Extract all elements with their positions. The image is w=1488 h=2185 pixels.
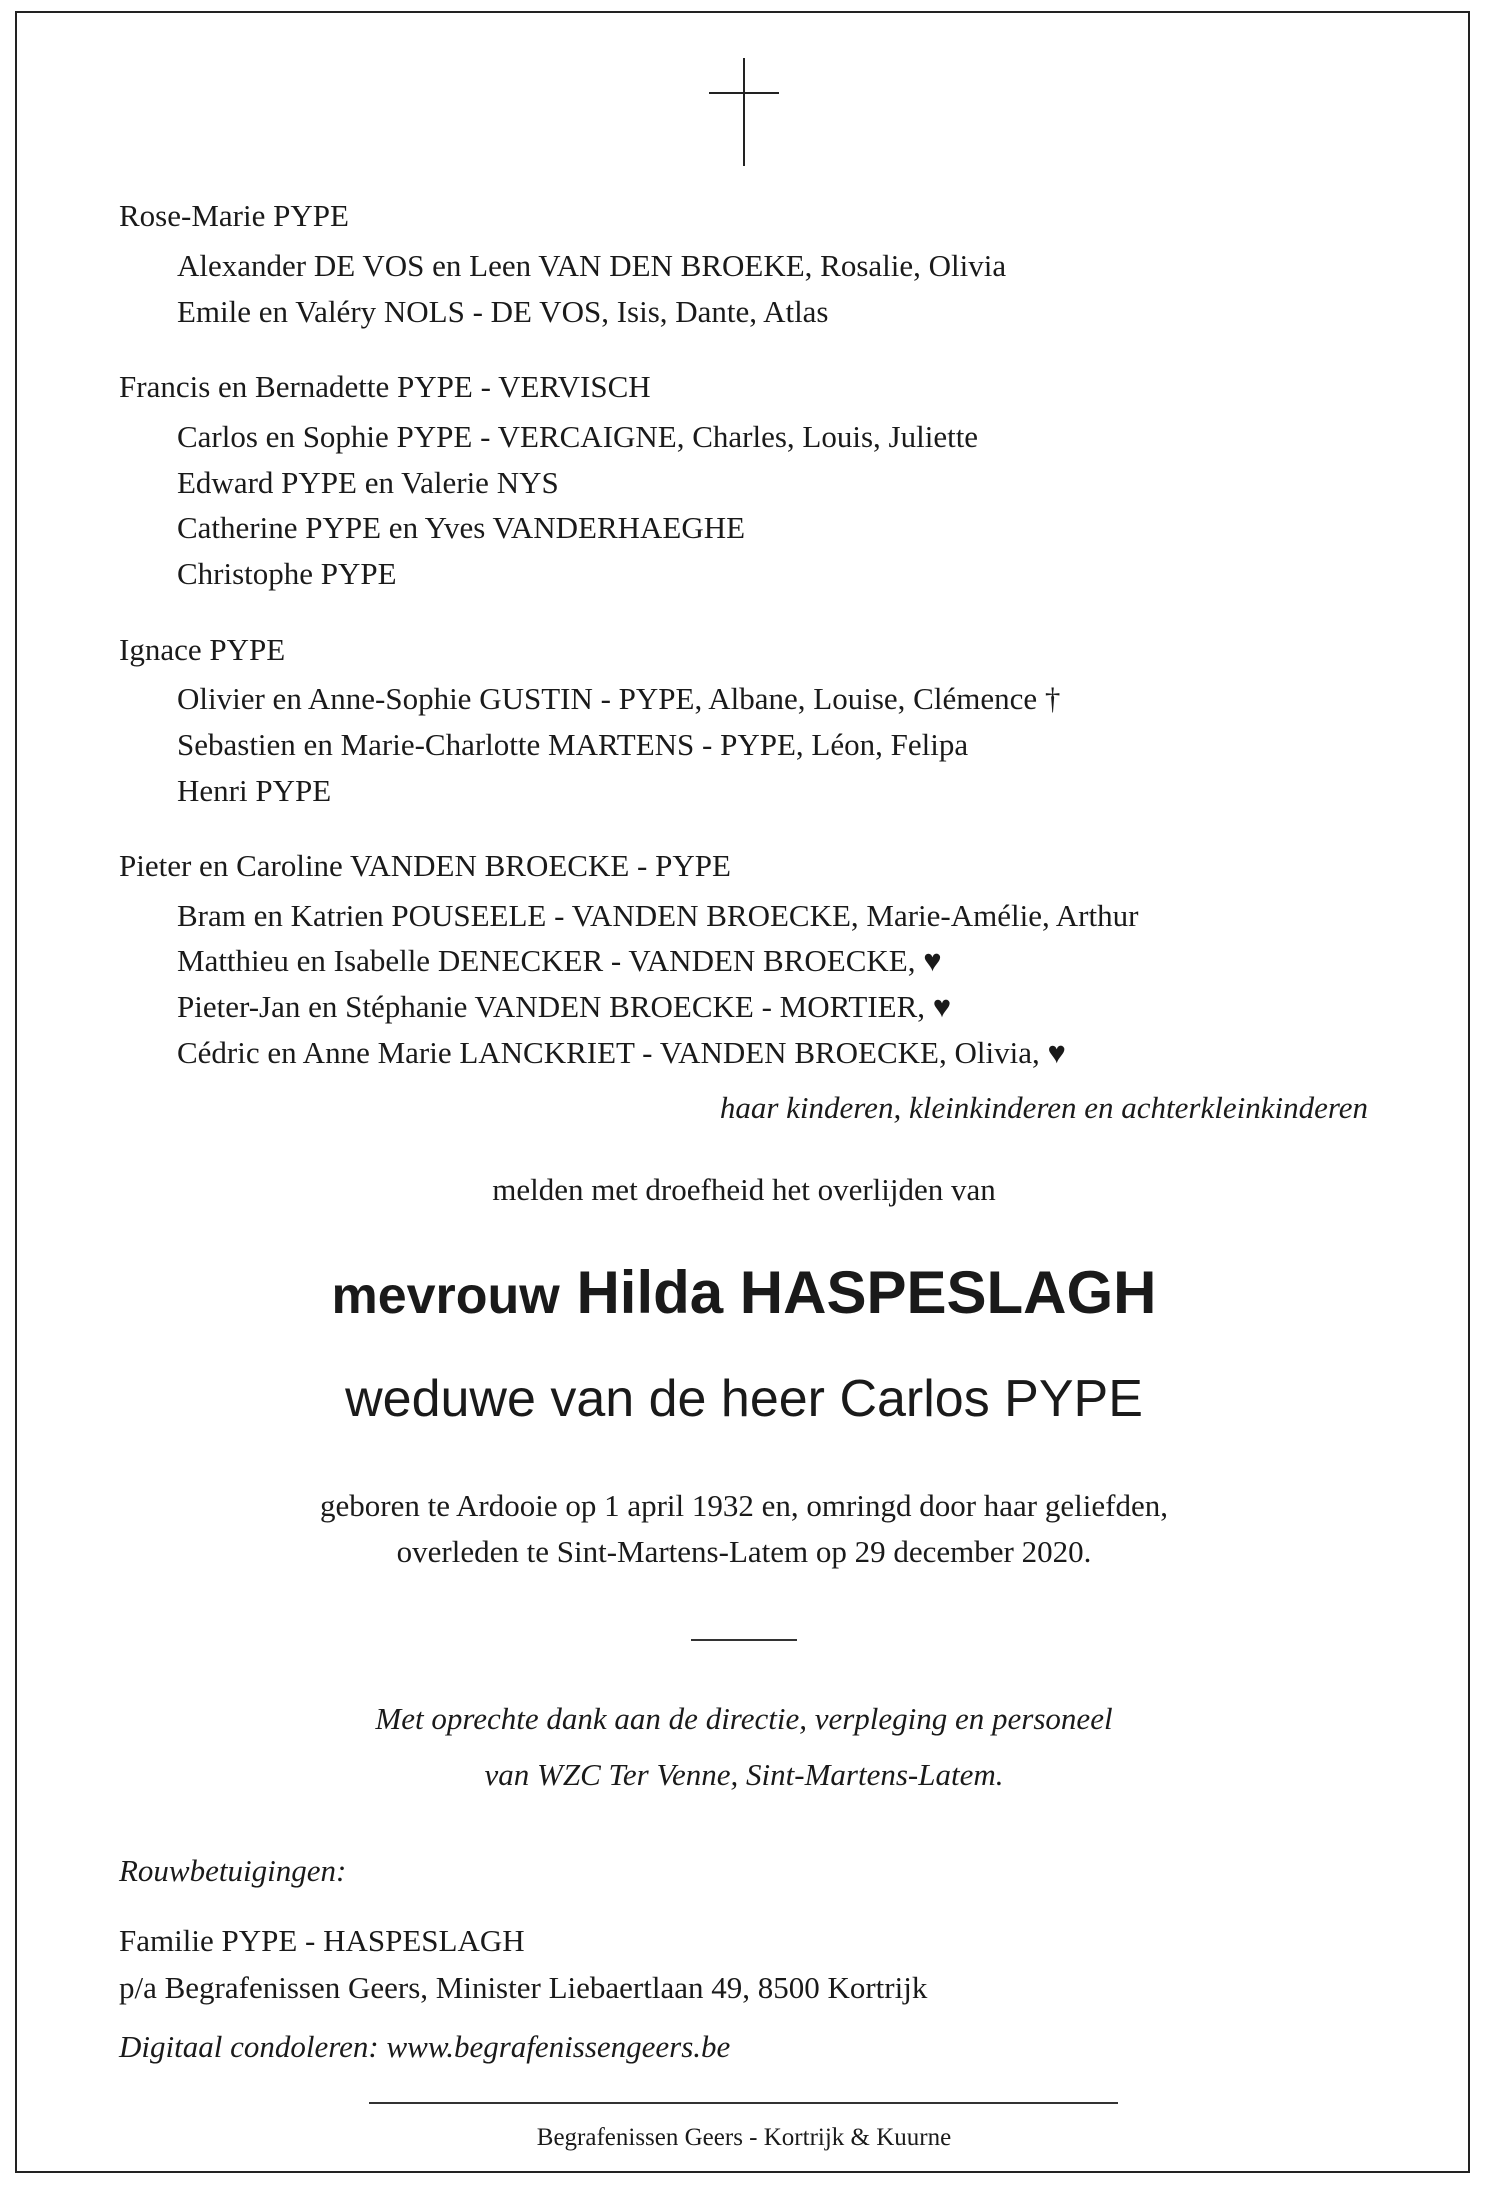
family-member: Alexander DE VOS en Leen VAN DEN BROEKE, Rosalie, Olivia xyxy=(177,248,1007,283)
family-member: Cédric en Anne Marie LANCKRIET - VANDEN BROECKE, Olivia, ♥ xyxy=(177,1035,1066,1070)
separator xyxy=(691,1639,797,1641)
death-info: overleden te Sint-Martens-Latem op 29 december 2020. xyxy=(396,1534,1092,1569)
footer-separator xyxy=(369,2102,1118,2104)
birth-info: geboren te Ardooie op 1 april 1932 en, omringd door haar geliefden, xyxy=(320,1488,1168,1523)
family-member: Matthieu en Isabelle DENECKER - VANDEN BROECKE, ♥ xyxy=(177,943,942,978)
family-member: Christophe PYPE xyxy=(177,556,397,591)
family-member: Emile en Valéry NOLS - DE VOS, Isis, Dante, Atlas xyxy=(177,294,829,329)
family-member: Edward PYPE en Valerie NYS xyxy=(177,465,559,500)
family-member: Bram en Katrien POUSEELE - VANDEN BROECKE, Marie-Amélie, Arthur xyxy=(177,898,1139,933)
family-member: Sebastien en Marie-Charlotte MARTENS - PYPE, Léon, Felipa xyxy=(177,727,969,762)
thanks-line-1: Met oprechte dank aan de directie, verpleging en personeel xyxy=(375,1701,1113,1736)
online-condolences-link[interactable]: Digitaal condoleren: www.begrafenissengeers.be xyxy=(119,2029,731,2064)
family-head-2: Francis en Bernadette PYPE - VERVISCH xyxy=(119,369,651,404)
deceased-subtitle: weduwe van de heer Carlos PYPE xyxy=(345,1370,1143,1428)
footer-text: Begrafenissen Geers - Kortrijk & Kuurne xyxy=(536,2124,952,2151)
announcement-intro: melden met droefheid het overlijden van xyxy=(492,1172,996,1207)
family-head-4: Pieter en Caroline VANDEN BROECKE - PYPE xyxy=(119,848,731,883)
family-member: Henri PYPE xyxy=(177,773,332,808)
family-member: Carlos en Sophie PYPE - VERCAIGNE, Charles, Louis, Juliette xyxy=(177,419,979,454)
family-member: Pieter-Jan en Stéphanie VANDEN BROECKE - MORTIER, ♥ xyxy=(177,989,952,1024)
family-member: Catherine PYPE en Yves VANDERHAEGHE xyxy=(177,510,746,545)
contact-address: p/a Begrafenissen Geers, Minister Liebaertlaan 49, 8500 Kortrijk xyxy=(119,1970,928,2005)
thanks-line-2: van WZC Ter Venne, Sint-Martens-Latem. xyxy=(484,1757,1004,1792)
deceased-name xyxy=(0,1258,1488,1331)
cross-horizontal xyxy=(709,92,779,94)
cross-vertical xyxy=(743,58,745,166)
family-member: Olivier en Anne-Sophie GUSTIN - PYPE, Albane, Louise, Clémence † xyxy=(177,681,1061,716)
condolences-heading: Rouwbetuigingen: xyxy=(119,1853,347,1888)
family-head-1: Rose-Marie PYPE xyxy=(119,198,349,233)
family-head-3: Ignace PYPE xyxy=(119,632,286,667)
title-prefix: mevrouw xyxy=(331,1267,560,1325)
deceased-full-name: Hilda HASPESLAGH xyxy=(576,1259,1157,1326)
family-signature: haar kinderen, kleinkinderen en achterkleinkinderen xyxy=(719,1090,1368,1125)
contact-family: Familie PYPE - HASPESLAGH xyxy=(119,1923,525,1958)
